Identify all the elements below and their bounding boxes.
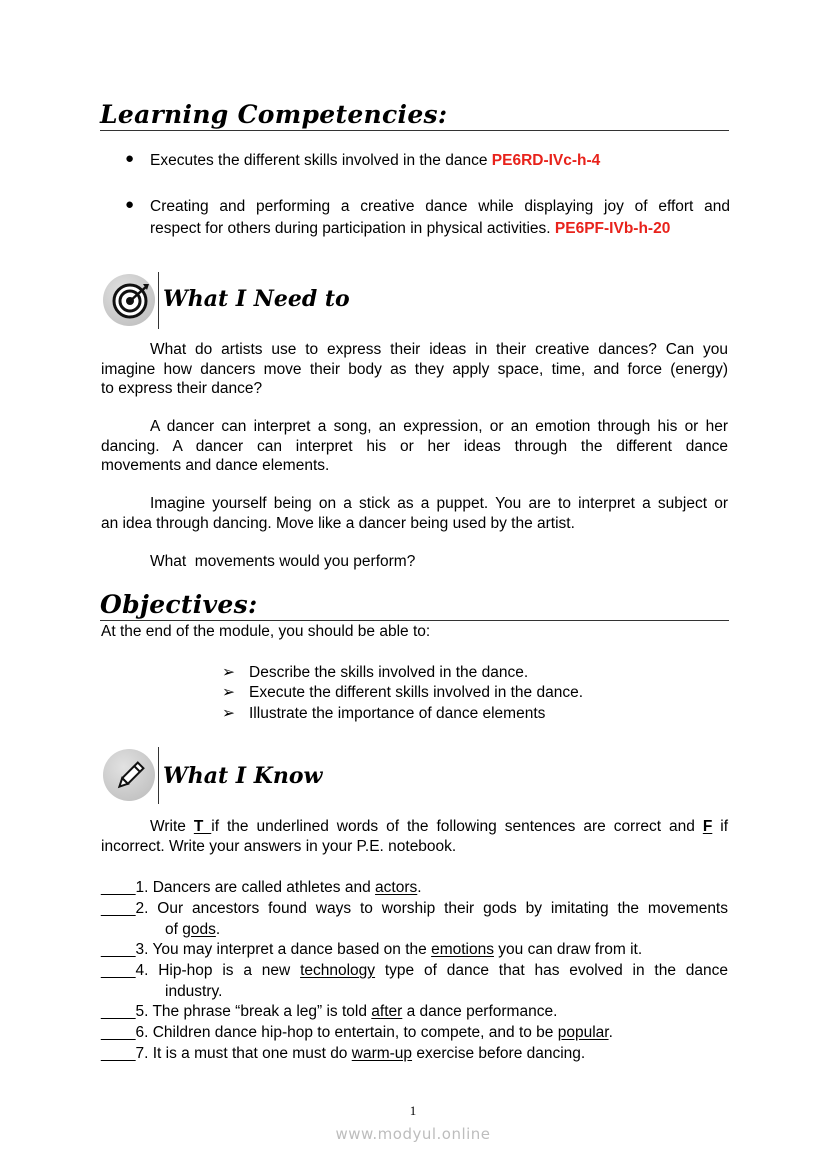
answer-blank[interactable]: ____	[101, 941, 136, 958]
objective-item: ➢ Illustrate the importance of dance elements	[222, 705, 546, 722]
answer-true-letter: T	[193, 818, 212, 835]
objective-item: ➢ Execute the different skills involved in the dance.	[222, 684, 584, 701]
target-icon	[110, 281, 150, 321]
objectives-title: Objectives:	[100, 590, 258, 619]
paragraph: Imagine yourself being on a stick as a puppet. You are to interpret a subject or an idea through dancing. Move like a dancer being used by the artist.	[101, 495, 728, 532]
competency-item: ● Executes the different skills involved in the dance PE6RD-IVc-h-4	[125, 150, 601, 169]
paragraph: A dancer can interpret a song, an expression, or an emotion through his or her dancing. A dancer can interpret his or her ideas through the different dance movements and dance elements.	[101, 418, 728, 475]
pencil-icon	[113, 759, 147, 793]
objective-item: ➢ Describe the skills involved in the dance.	[222, 664, 529, 681]
competency-code: PE6RD-IVc-h-4	[491, 152, 601, 169]
paragraph: What do artists use to express their ideas in their creative dances? Can you imagine how dancers move their body as they apply space, time, and force (energy) to express their dance?	[101, 341, 728, 398]
question-item: ____5. The phrase “break a leg” is told after a dance performance.	[101, 1003, 558, 1020]
competency-code: PE6PF-IVb-h-20	[554, 220, 671, 237]
bullet-dot: ●	[125, 196, 135, 213]
answer-blank[interactable]: ____	[101, 1003, 136, 1020]
pencil-icon-box	[101, 747, 159, 804]
objectives-intro: At the end of the module, you should be able to:	[101, 623, 431, 640]
question-item: ____7. It is a must that one must do warm-up exercise before dancing.	[101, 1045, 586, 1062]
what-i-need-to-heading: What I Need to	[163, 286, 350, 312]
target-icon-box	[101, 272, 159, 329]
page-number: 1	[409, 1103, 417, 1118]
instructions: Write T if the underlined words of the following sentences are correct and F if incorrect. Write your answers in your P.E. notebook.	[101, 818, 728, 855]
arrow-bullet-icon: ➢	[222, 684, 235, 701]
learning-competencies-title: Learning Competencies:	[100, 100, 448, 129]
what-i-know-heading: What I Know	[163, 763, 323, 789]
title-rule	[100, 130, 729, 131]
answer-false-letter: F	[702, 818, 713, 835]
answer-blank[interactable]: ____	[101, 879, 136, 896]
bullet-dot: ●	[125, 150, 135, 167]
paragraph: What movements would you perform?	[150, 553, 416, 570]
question-item: ____2. Our ancestors found ways to worship their gods by imitating the movements of gods.	[101, 900, 728, 938]
competency-item: ● Creating and performing a creative dance while displaying joy of effort and respect for others during participation in physical activities. PE6PF-IVb-h-20	[125, 196, 730, 237]
arrow-bullet-icon: ➢	[222, 705, 235, 722]
answer-blank[interactable]: ____	[101, 1045, 136, 1062]
question-item: ____4. Hip-hop is a new technology type of dance that has evolved in the dance industry.	[101, 962, 729, 1000]
watermark: www.modyul.online	[335, 1125, 491, 1143]
answer-blank[interactable]: ____	[101, 1024, 136, 1041]
answer-blank[interactable]: ____	[101, 900, 136, 917]
arrow-bullet-icon: ➢	[222, 664, 235, 681]
question-item: ____6. Children dance hip-hop to entertain, to compete, and to be popular.	[101, 1024, 613, 1041]
answer-blank[interactable]: ____	[101, 962, 136, 979]
question-item: ____1. Dancers are called athletes and actors.	[101, 879, 422, 896]
title-rule	[100, 620, 729, 621]
question-item: ____3. You may interpret a dance based on the emotions you can draw from it.	[101, 941, 643, 958]
